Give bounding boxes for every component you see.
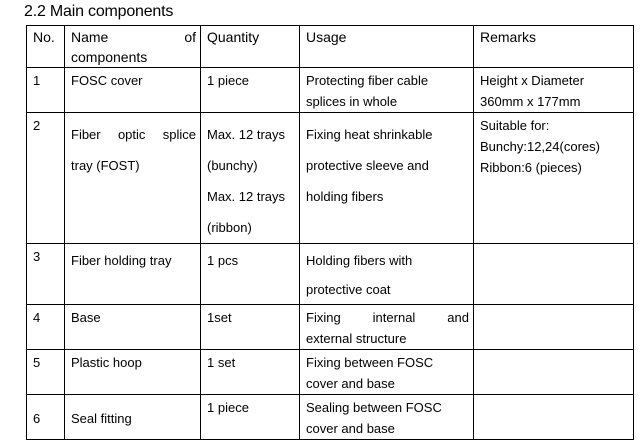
cell-no: 3: [27, 244, 65, 305]
header-components-word: components: [71, 49, 148, 65]
cell-remarks: [474, 113, 634, 244]
quantity-line: Max. 12 trays: [207, 189, 286, 204]
cell-remarks: [474, 350, 634, 395]
components-table: [26, 25, 634, 440]
usage-line: Sealing between FOSC: [306, 400, 442, 415]
cell-usage: [300, 395, 474, 440]
cell-no: 4: [27, 305, 65, 350]
usage-line: holding fibers: [306, 189, 384, 204]
cell-quantity: 1 pcs: [201, 244, 300, 305]
cell-usage: [300, 68, 474, 113]
cell-usage: [300, 244, 474, 305]
remarks-line: 360mm x 177mm: [480, 94, 581, 109]
table-row: [27, 305, 634, 350]
cell-name: Seal fitting: [65, 395, 201, 440]
table-row: [27, 244, 634, 305]
cell-remarks: [474, 305, 634, 350]
remarks-line: Ribbon:6 (pieces): [480, 160, 582, 175]
cell-name: Base: [65, 305, 201, 350]
section-title: 2.2 Main components: [24, 3, 174, 20]
cell-usage: [300, 113, 474, 244]
usage-line: protective sleeve and: [306, 158, 429, 173]
cell-name: Plastic hoop: [65, 350, 201, 395]
usage-line: external structure: [306, 331, 407, 346]
header-row: [27, 26, 634, 68]
header-of-word: of: [184, 29, 196, 45]
name-line: Fiber optic splice: [71, 127, 196, 142]
usage-word: internal: [372, 310, 416, 325]
usage-word: Fixing: [306, 310, 341, 325]
cell-quantity: [201, 113, 300, 244]
usage-word: and: [447, 310, 469, 325]
usage-line: Protecting fiber cable: [306, 73, 429, 88]
usage-line: splices in whole: [306, 94, 398, 109]
table-row: [27, 395, 634, 440]
cell-remarks: [474, 244, 634, 305]
header-name: [65, 26, 201, 68]
header-remarks: Remarks: [474, 26, 634, 68]
usage-line: Fixing between FOSC: [306, 355, 434, 370]
cell-name: [65, 113, 201, 244]
cell-quantity: 1 set: [201, 350, 300, 395]
cell-quantity: 1 piece: [201, 395, 300, 440]
quantity-line: (ribbon): [207, 220, 252, 235]
remarks-line: Suitable for:: [480, 118, 550, 133]
cell-remarks: [474, 68, 634, 113]
table-row: [27, 350, 634, 395]
header-quantity: Quantity: [201, 26, 300, 68]
cell-no: 5: [27, 350, 65, 395]
table-row: [27, 68, 634, 113]
cell-name: Fiber holding tray: [65, 244, 201, 305]
usage-line: protective coat: [306, 282, 391, 297]
cell-quantity: 1set: [201, 305, 300, 350]
cell-quantity: 1 piece: [201, 68, 300, 113]
header-usage: Usage: [300, 26, 474, 68]
usage-line: Fixing heat shrinkable: [306, 127, 433, 142]
cell-remarks: [474, 395, 634, 440]
name-line: tray (FOST): [71, 158, 140, 173]
cell-name: FOSC cover: [65, 68, 201, 113]
quantity-line: Max. 12 trays: [207, 127, 286, 142]
cell-no: 1: [27, 68, 65, 113]
usage-line: Holding fibers with: [306, 253, 413, 268]
cell-no: 6: [27, 395, 65, 440]
usage-line: cover and base: [306, 421, 395, 436]
remarks-line: Height x Diameter: [480, 73, 585, 88]
header-no: No.: [27, 26, 65, 68]
usage-line: cover and base: [306, 376, 395, 391]
cell-usage: [300, 305, 474, 350]
remarks-line: Bunchy:12,24(cores): [480, 139, 600, 154]
cell-usage: [300, 350, 474, 395]
quantity-line: (bunchy): [207, 158, 258, 173]
table-row: [27, 113, 634, 244]
cell-no: 2: [27, 113, 65, 244]
header-name-word: Name: [71, 29, 109, 45]
